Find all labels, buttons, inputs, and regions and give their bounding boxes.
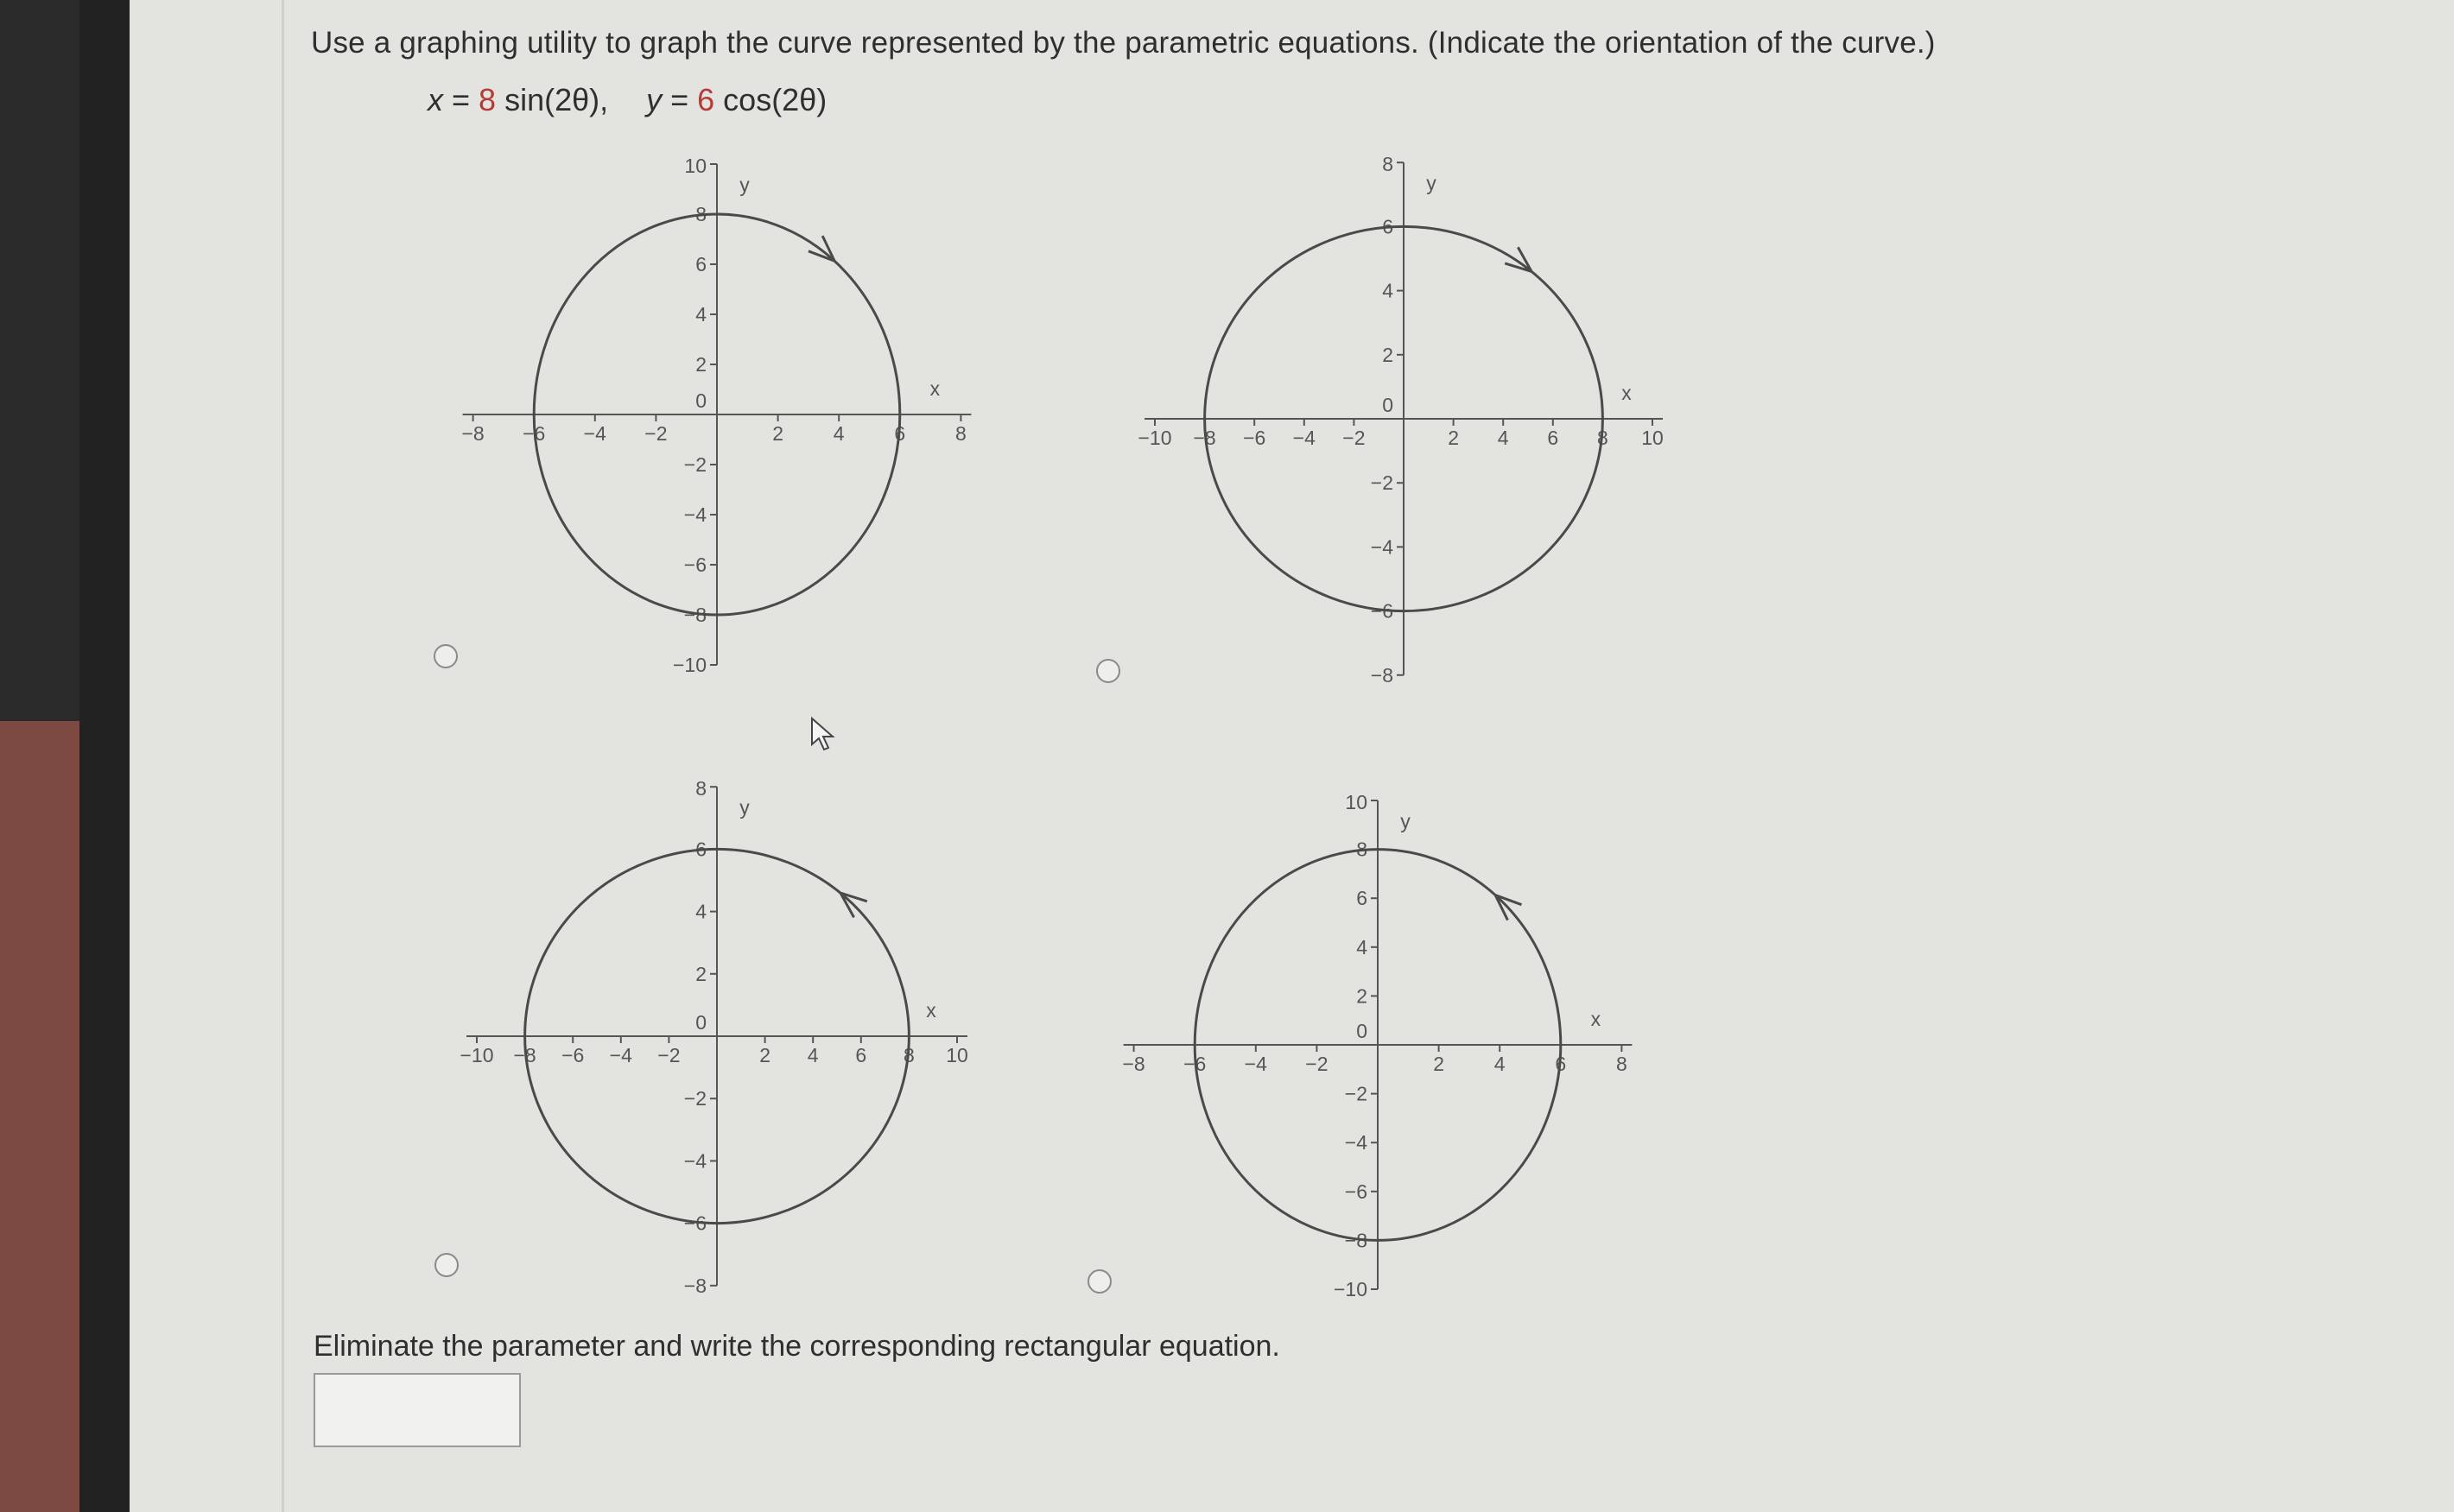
y-tick-label: 8 [695,203,707,225]
x-tick-label: −8 [1193,427,1216,449]
rectangular-equation-input[interactable] [314,1373,521,1447]
y-bottom-label: −8 [1370,663,1393,686]
background-wood [0,721,79,1512]
y-tick-label: −4 [1344,1131,1367,1155]
x-tick-label: 6 [855,1044,867,1066]
x-tick-label: −10 [460,1044,494,1066]
x-tick-label: 2 [772,422,783,445]
x-tick-label: 2 [759,1044,770,1066]
x-variable: x [428,82,443,117]
y-top-label: 10 [1345,791,1367,813]
x-tick-label: 8 [1597,427,1608,449]
y-function: cos(2θ) [714,82,828,117]
y-axis-label: y [739,174,750,196]
graph-svg [460,760,1002,1297]
y-coefficient: 6 [697,82,715,117]
x-axis-label: x [929,377,941,400]
y-tick-label: 4 [695,900,707,923]
x-tick-label: −2 [1305,1053,1328,1075]
y-tick-label: −2 [1344,1082,1367,1105]
x-tick-label: 8 [955,422,967,445]
graph-svg [1132,142,1684,695]
x-tick-label: −4 [1292,427,1316,449]
eliminate-instruction: Eliminate the parameter and write the corresponding rectangular equation. [314,1330,1280,1363]
x-axis-label: x [926,999,936,1022]
graph-option-b [1132,142,1684,695]
x-tick-label: −6 [1183,1053,1207,1075]
y-variable: y [646,82,663,117]
y-bottom-label: −8 [683,1274,707,1297]
y-top-label: 10 [684,155,707,177]
y-bottom-label: −10 [672,654,707,676]
y-tick-label: −6 [1370,599,1393,623]
x-tick-label: 6 [1555,1053,1567,1075]
graph-option-c [460,760,1002,1297]
y-tick-label: −8 [683,604,707,626]
y-top-label: 8 [695,777,707,800]
x-tick-label: −8 [513,1044,536,1066]
x-tick-label: −2 [1342,427,1366,449]
content-left-border [282,0,284,1512]
y-tick-label: 6 [695,838,707,861]
y-tick-label: −6 [1344,1180,1367,1203]
x-tick-label: −10 [1138,427,1172,449]
y-tick-label: 6 [1356,887,1367,910]
parametric-equations [428,82,827,118]
radio-option-b[interactable] [1096,659,1120,683]
x-axis-label: x [1590,1008,1601,1030]
y-tick-label: 6 [695,253,707,275]
y-tick-label: 4 [1382,279,1393,302]
y-top-label: 8 [1382,153,1393,176]
question-text: Use a graphing utility to graph the curve represented by the parametric equations. (Indicate the orientation of the curve.) [311,26,1936,60]
x-tick-label: 2 [1433,1053,1444,1075]
arrow-pointer-icon [810,717,836,753]
graph-svg [461,138,985,676]
x-tick-label: 6 [894,422,906,445]
x-tick-label: −6 [523,422,546,445]
x-tick-label: 4 [1493,1053,1506,1075]
y-axis-label: y [1426,172,1436,195]
y-tick-label: 2 [695,353,707,376]
y-tick-label: −2 [683,1087,707,1110]
y-tick-label: −6 [683,554,707,576]
graph-option-d [1122,781,1684,1317]
x-tick-label: 4 [833,422,845,445]
y-tick-label: −2 [1370,471,1393,495]
y-tick-label: −4 [683,503,707,526]
origin-label: 0 [1382,394,1393,416]
y-equals: = [662,82,698,117]
y-bottom-label: −10 [1333,1278,1367,1300]
y-axis-label: y [739,796,750,819]
x-tick-label: −2 [657,1044,681,1066]
x-tick-label: 6 [1547,427,1559,449]
y-tick-label: 6 [1382,215,1393,238]
y-tick-label: 8 [1356,838,1367,861]
x-tick-label: −2 [644,422,668,445]
y-tick-label: −4 [1370,535,1393,559]
x-axis-label: x [1621,382,1632,404]
monitor-bezel-edge [79,0,131,1512]
x-tick-label: −4 [583,422,606,445]
x-tick-label: −4 [609,1044,632,1066]
y-tick-label: 4 [695,303,707,326]
x-tick-label: 10 [1641,427,1664,449]
y-tick-label: −2 [683,453,707,476]
origin-label: 0 [695,389,707,412]
origin-label: 0 [695,1011,707,1034]
x-tick-label: −8 [461,422,485,445]
x-function: sin(2θ), [496,82,609,117]
x-tick-label: 8 [1616,1053,1627,1075]
x-tick-label: −6 [1243,427,1266,449]
graph-option-a [461,138,985,676]
radio-option-d[interactable] [1087,1269,1112,1294]
x-tick-label: −4 [1244,1053,1267,1075]
y-tick-label: 2 [1382,343,1393,366]
x-coefficient: 8 [479,82,497,117]
y-axis-label: y [1400,810,1411,832]
x-tick-label: 4 [807,1044,819,1066]
x-tick-label: −6 [561,1044,585,1066]
x-tick-label: 2 [1448,427,1459,449]
y-tick-label: −6 [683,1211,707,1235]
origin-label: 0 [1356,1020,1367,1042]
y-tick-label: −4 [683,1149,707,1173]
y-tick-label: 2 [695,962,707,985]
x-tick-label: 8 [904,1044,915,1066]
y-tick-label: −8 [1344,1229,1367,1252]
x-tick-label: 10 [946,1044,968,1066]
x-equals: = [443,82,479,117]
radio-option-a[interactable] [434,644,458,668]
x-tick-label: −8 [1122,1053,1145,1075]
y-tick-label: 2 [1356,984,1367,1008]
y-tick-label: 4 [1356,935,1367,958]
graph-svg [1122,781,1684,1317]
x-tick-label: 4 [1497,427,1509,449]
radio-option-c[interactable] [434,1253,459,1277]
